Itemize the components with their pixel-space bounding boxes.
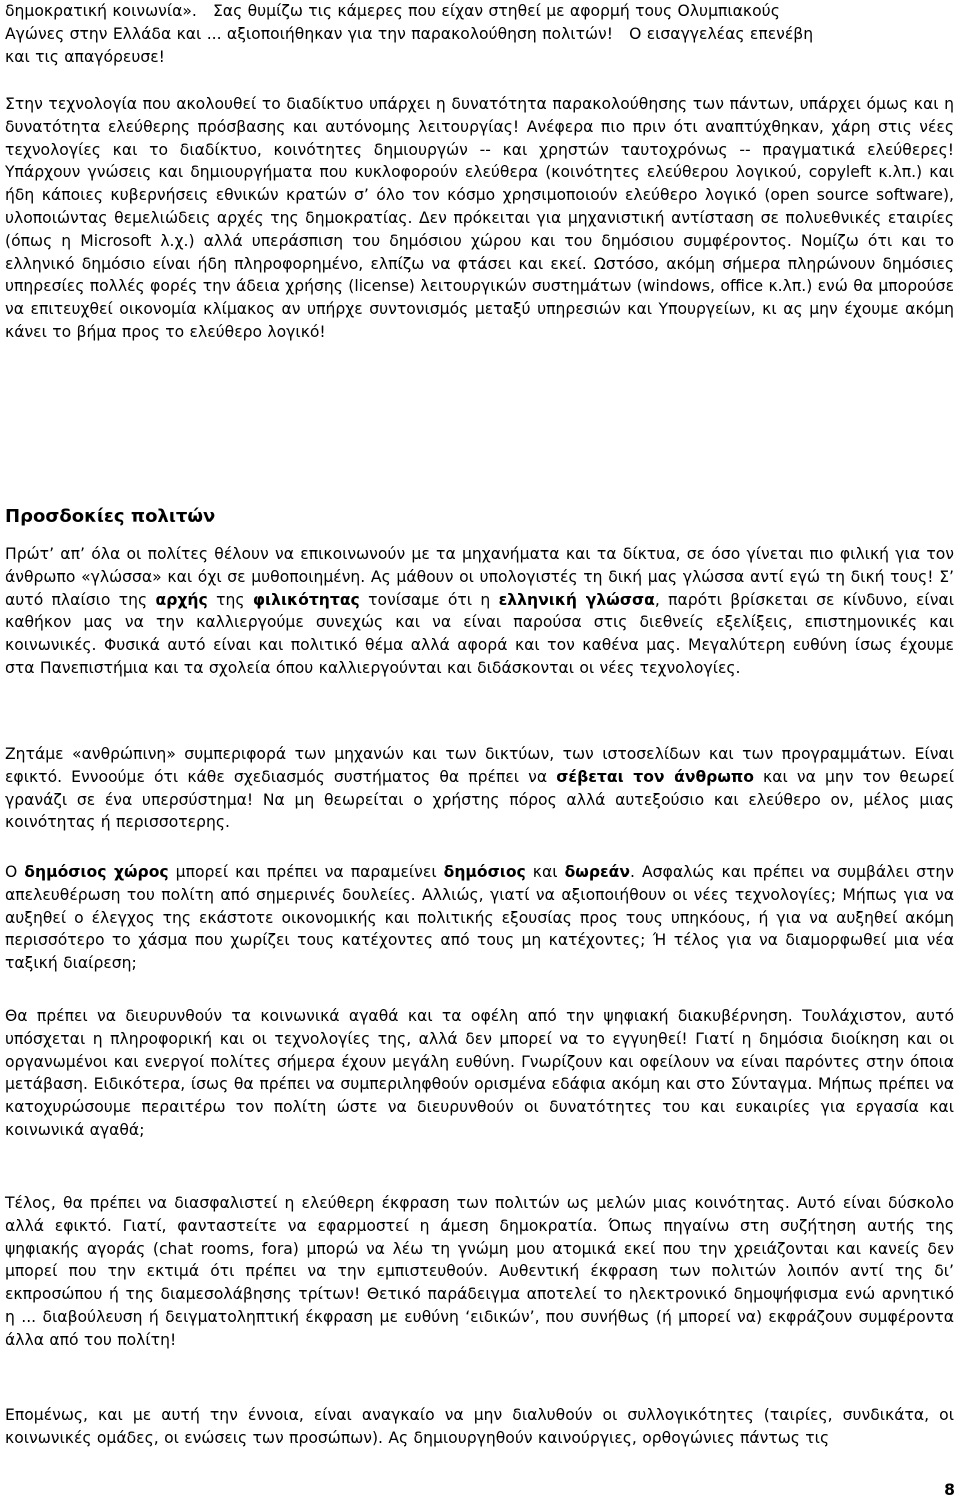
paragraph-social-goods: Θα πρέπει να διευρυνθούν τα κοινωνικά αγαθά και τα οφέλη από την ψηφιακή διακυβέρνηση. Τουλάχιστον, αυτό υπόσχεται η πληροφορική και οι τεχνολογίες της, αλλά δεν μπορεί να το εγγυηθεί! Γιατί η δημόσια διοίκηση και οι οργανωμένοι και ενεργοί πολίτες σήμερα έχουν μεγάλη ευθύνη. Γνωρίζουν και οφείλουν να είναι παρόντες στην όποια μετάβαση. Ειδικότερα, ίσως θα πρέπει να συμπεριληφθούν ορισμένα εδάφια ακόμη και στο Σύνταγμα. Μήπως πρέπει να κατοχυρώσουμε περαιτέρω τον πολίτη ώστε να διευρυνθούν οι δυνατότητες του και ευκαιρίες για εργασία και κοινωνικά αγαθά; xyxy=(5,1007,954,1139)
bold-term: δημόσιος χώρος xyxy=(24,863,169,881)
bold-term: φιλικότητας xyxy=(252,590,360,609)
intro-paragraph-1 xyxy=(5,0,954,68)
bold-term: ελληνική γλώσσα xyxy=(498,590,655,609)
paragraph-human-behaviour: Ζητάμε «ανθρώπινη» συμπεριφορά των μηχανών και των δικτύων, των ιστοσελίδων και των προγραμμάτων. Είναι εφικτό. Εννοούμε ότι κάθε σχεδιασμός συστήματος θα πρέπει να σέβεται τον άνθρωπο και να μην τον θεωρεί γρανάζι σε ένα υπερσύστημα! Να μη θεωρείται ο χρήστης πόρος αλλά αυτεξούσιο και ελεύθερο ον, μέλος μιας κοινότητας ή περισσοτερης. xyxy=(5,745,954,832)
section-heading: Προσδοκίες πολιτών xyxy=(5,506,216,527)
bold-term: δωρεάν xyxy=(564,863,631,881)
bold-term: δημόσιος xyxy=(443,863,526,881)
intro-paragraph-2: Στην τεχνολογία που ακολουθεί το διαδίκτυο υπάρχει η δυνατότητα παρακολούθησης των πάντων, υπάρχει όμως και η δυνατότητα ελεύθερης πρόσβασης και αυτόνομης λειτουργίας! Ανέφερα πιο πριν ότι αναπτύχθηκαν, χάρη στις νέες τεχνολογίες και το διαδίκτυο, κοινότητες δημιουργών -- και χρηστών ταυτοχρόνως -- πραγματικά ελεύθερες! Υπάρχουν γνώσεις και δημιουργήματα που κυκλοφορούν ελεύθερα (κοινότητες ελεύθερου λογικού, copyleft κ.λπ.) και ήδη κάποιες κυβερνήσεις εθνικών κρατών σ’ όλο τον κόσμο χρησιμοποιούν ελεύθερο λογικό (open source software), υλοποιώντας θεμελιώδεις αρχές της δημοκρατίας. Δεν πρόκειται για μηχανιστική αντίσταση σε πολυεθνικές εταιρίες (όπως η Microsoft λ.χ.) αλλά υπεράσπιση του δημόσιου χώρου και του δημόσιου συμφέροντος. Νομίζω ότι και το ελληνικό δημόσιο είναι ήδη πληροφορημένο, ελπίζω να φτάσει και εκεί. Ωστόσο, ακόμη σήμερα πληρώνουν δημόσιες υπηρεσίες πολλές φορές την άδεια χρήσης (license) λειτουργικών συστημάτων (windows, office κ.λπ.) ενώ θα μπορούσε να επιτευχθεί οικονομία κλίμακος αν υπήρχε συντονισμός μεταξύ υπηρεσιών και Υπουργείων, κι ας μην έχουμε ακόμη κάνει το βήμα προς το ελεύθερο λογικό! xyxy=(5,95,954,341)
text-line: δημοκρατική κοινωνία». Σας θυμίζω τις κάμερες που είχαν στηθεί με αφορμή τους Ολυμπιακούς xyxy=(5,2,780,20)
paragraph-public-space: Ο δημόσιος χώρος μπορεί και πρέπει να παραμείνει δημόσιος και δωρεάν. Ασφαλώς και πρέπει να συμβάλει στην απελευθέρωση του πολίτη από σημερινές δουλείες. Αλλιώς, γιατί να αξιοποιήθουν οι νέες τεχνολογίες; Μήπως για να αυξηθεί ο έλεγχος της εκάστοτε οικονομικής και πολιτικής εξουσίας προς τους υπηκόους, ή για να αυξηθεί ακόμη περισσότερο το χάσμα που χωρίζει τους κατέχοντες από τους μη κατέχοντες; Ή τέλος για να διαμορφωθεί μια νέα ταξική διαίρεση; xyxy=(5,863,954,973)
text-line: Αγώνες στην Ελλάδα και ... αξιοποιήθηκαν για την παρακολούθηση πολιτών! Ο εισαγγελέας επενέβη xyxy=(5,24,814,43)
paragraph-free-expression: Τέλος, θα πρέπει να διασφαλιστεί η ελεύθερη έκφραση των πολιτών ως μελών μιας κοινότητας. Αυτό είναι δύσκολο αλλά εφικτό. Γιατί, φανταστείτε να εφαρμοστεί η άμεση δημοκρατία. Όπως πηγαίνω στη συζήτηση αυτής της ψηφιακής αγοράς (chat rooms, fora) μπορώ να λέω τη γνώμη μου ατομικά εκεί που την χρειάζονται και κανείς δεν μπορεί που την εκτιμά ότι πρέπει να την εμπιστευθούν. Αυθεντική έκφραση των πολιτών λοιπόν αντί της δι’ εκπροσώπου ή της διαμεσολάβησης τρίτων! Θετικό παράδειγμα αποτελεί το ηλεκτρονικό δημοψήφισμα ενώ αρνητικό η ... διαβούλευση ή δειγματοληπτική έκφραση με ευθύνη ‘ειδικών’, που συνήθως (ή μπορεί να) εκφράζουν συμφέροντα άλλα από του πολίτη! xyxy=(5,1194,954,1349)
bold-term: σέβεται τον άνθρωπο xyxy=(556,767,754,786)
paragraph-collectives: Επομένως, και με αυτή την έννοια, είναι αναγκαίο να μην διαλυθούν οι συλλογικότητες (ταιρίες, συνδικάτα, οι κοινωνικές ομάδες, οι ενώσεις των προσώπων). Ας δημιουργηθούν καινούργιες, ορθογώνιες πάντως τις xyxy=(5,1406,954,1447)
bold-term: αρχής xyxy=(155,590,208,609)
document-page xyxy=(5,0,955,1501)
paragraph-expectations: Πρώτ’ απ’ όλα οι πολίτες θέλουν να επικοινωνούν με τα μηχανήματα και τα δίκτυα, σε όσο γίνεται πιο φιλική για τον άνθρωπο «γλώσσα» και όχι σε μυθοποιημένη. Ας μάθουν οι υπολογιστές τη δική μας γλώσσα αντί εγώ τη δική τους! Σ’ αυτό πλαίσιο της αρχής της φιλικότητας τονίσαμε ότι η ελληνική γλώσσα, παρότι βρίσκεται σε κίνδυνο, είναι καθήκον μας να την καλλιεργούμε συνεχώς και να είναι παρούσα στις διεθνείς εξελίξεις, επιστημονικές και κοινωνικές. Φυσικά αυτό είναι και πολιτικό θέμα αλλά αφορά και τον καθένα μας. Μεγαλύτερη ευθύνη ίσως έχουμε στα Πανεπιστήμια και τα σχολεία όπου καλλιεργούνται και διδάσκονται οι νέες τεχνολογίες. xyxy=(5,545,954,677)
text-line: και τις απαγόρευσε! xyxy=(5,47,165,66)
page-number: 8 xyxy=(944,1481,955,1499)
